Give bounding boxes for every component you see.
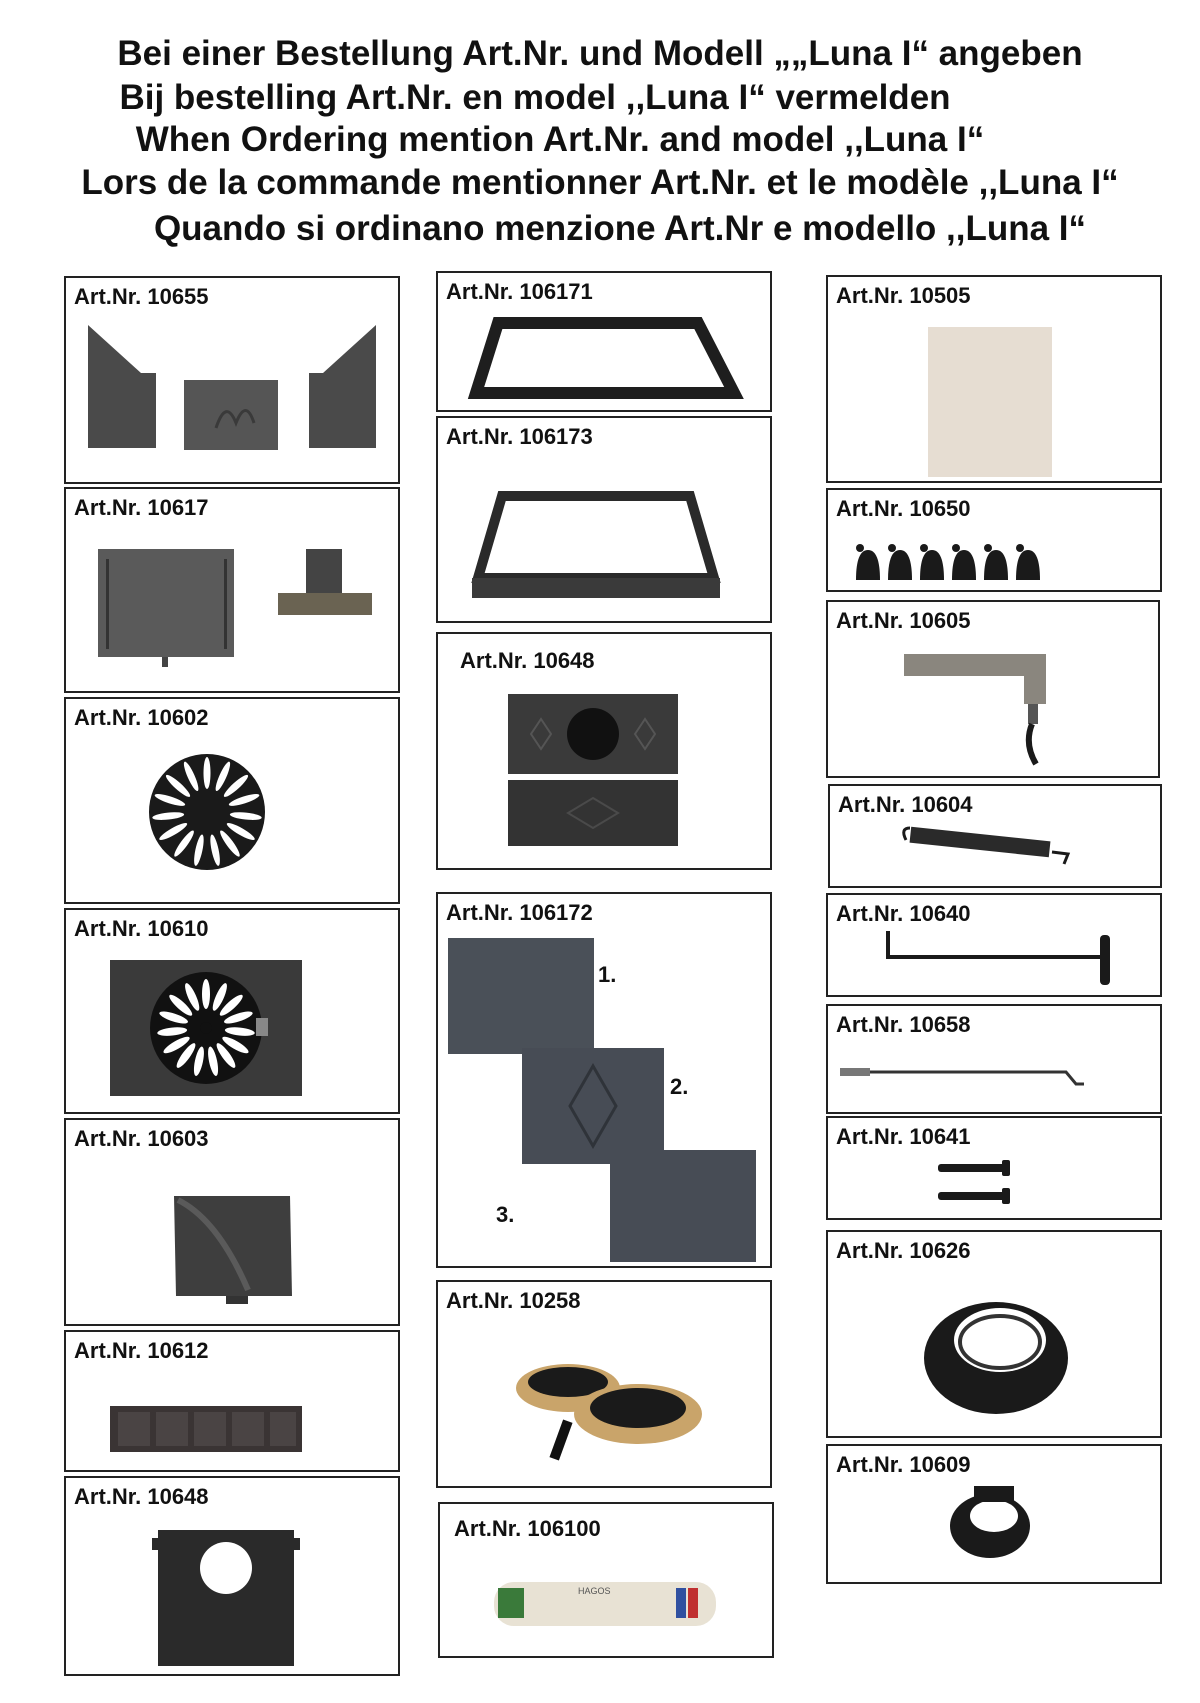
part-label: Art.Nr. 10603 <box>74 1126 209 1151</box>
part-box-10609 <box>826 1444 1162 1584</box>
headline-dutch: Bij bestelling Art.Nr. en model ,,Luna I“ vermelden <box>119 78 951 117</box>
part-box-10658 <box>826 1004 1162 1114</box>
part-box-10648-top <box>436 632 772 870</box>
part-label: Art.Nr. 10650 <box>836 496 971 521</box>
part-label: Art.Nr. 10605 <box>836 608 971 633</box>
tube-label: HAGOS <box>578 1586 611 1596</box>
part-box-10505 <box>826 275 1162 483</box>
plate-number-3: 3. <box>496 1202 515 1227</box>
part-box-10604 <box>828 784 1162 888</box>
part-label: Art.Nr. 10626 <box>836 1238 971 1263</box>
part-label: Art.Nr. 10610 <box>74 916 209 941</box>
brick-row-image <box>66 1332 400 1472</box>
part-label: Art.Nr. 10655 <box>74 284 209 309</box>
part-box-106171 <box>436 271 772 412</box>
part-label: Art.Nr. 10648 <box>74 1484 209 1509</box>
part-label: Art.Nr. 10641 <box>836 1124 971 1149</box>
door-handle-image <box>828 602 1160 778</box>
part-box-10258 <box>436 1280 772 1488</box>
headline-english: When Ordering mention Art.Nr. and model ,,Luna I“ <box>135 120 985 159</box>
grate-frame-image <box>66 910 400 1114</box>
part-box-10626 <box>826 1230 1162 1438</box>
part-box-10602 <box>64 697 400 904</box>
part-label: Art.Nr. 10505 <box>836 283 971 308</box>
back-plates-image <box>438 894 772 1268</box>
firebrick-set-image <box>66 278 400 484</box>
part-box-106173 <box>436 416 772 623</box>
part-label: Art.Nr. 106100 <box>454 1516 601 1541</box>
part-box-10603 <box>64 1118 400 1326</box>
headline-french: Lors de la commande mentionner Art.Nr. et le modèle ,,Luna I“ <box>81 163 1119 202</box>
part-label: Art.Nr. 10604 <box>838 792 973 817</box>
rosette-grate-image <box>66 699 400 904</box>
clips-image <box>828 490 1162 592</box>
part-box-10650 <box>826 488 1162 592</box>
part-label: Art.Nr. 10648 <box>460 648 595 673</box>
frame-deep-image <box>438 418 772 623</box>
part-label: Art.Nr. 106172 <box>446 900 593 925</box>
part-box-10612 <box>64 1330 400 1472</box>
plate-number-1: 1. <box>598 962 617 987</box>
part-label: Art.Nr. 10612 <box>74 1338 209 1363</box>
top-plate-image <box>438 634 772 870</box>
part-box-10641 <box>826 1116 1162 1220</box>
part-box-10617 <box>64 487 400 693</box>
part-label: Art.Nr. 106173 <box>446 424 593 449</box>
baffle-plate-image <box>66 489 400 693</box>
frame-trapezoid-image <box>438 273 772 412</box>
part-box-106100 <box>438 1502 774 1658</box>
part-box-10610 <box>64 908 400 1114</box>
pins-image <box>828 1118 1162 1220</box>
spring-image <box>830 786 1162 888</box>
cover-plate-hole-image <box>66 1478 400 1676</box>
headline-italian: Quando si ordinano menzione Art.Nr e modello ,,Luna I“ <box>153 209 1087 248</box>
serving-pans-image <box>438 1282 772 1488</box>
flue-adapter-image <box>828 1446 1162 1584</box>
part-box-106172 <box>436 892 772 1268</box>
poker-rod-image <box>828 895 1162 997</box>
part-label: Art.Nr. 10640 <box>836 901 971 926</box>
part-box-10648-plate <box>64 1476 400 1676</box>
part-box-10640 <box>826 893 1162 997</box>
part-label: Art.Nr. 10602 <box>74 705 209 730</box>
part-label: Art.Nr. 10658 <box>836 1012 971 1037</box>
insulation-board-image <box>828 277 1162 483</box>
cement-tube-image <box>440 1504 774 1658</box>
part-box-10605 <box>826 600 1160 778</box>
part-label: Art.Nr. 106171 <box>446 279 593 304</box>
flue-collar-image <box>828 1232 1162 1438</box>
plate-number-2: 2. <box>670 1074 689 1099</box>
part-label: Art.Nr. 10617 <box>74 495 209 520</box>
part-label: Art.Nr. 10609 <box>836 1452 971 1477</box>
part-label: Art.Nr. 10258 <box>446 1288 581 1313</box>
part-box-10655 <box>64 276 400 484</box>
headline-german: Bei einer Bestellung Art.Nr. und Modell „„Luna I“ angeben <box>117 34 1083 73</box>
ash-pan-image <box>66 1120 400 1326</box>
pull-rod-image <box>828 1006 1162 1114</box>
